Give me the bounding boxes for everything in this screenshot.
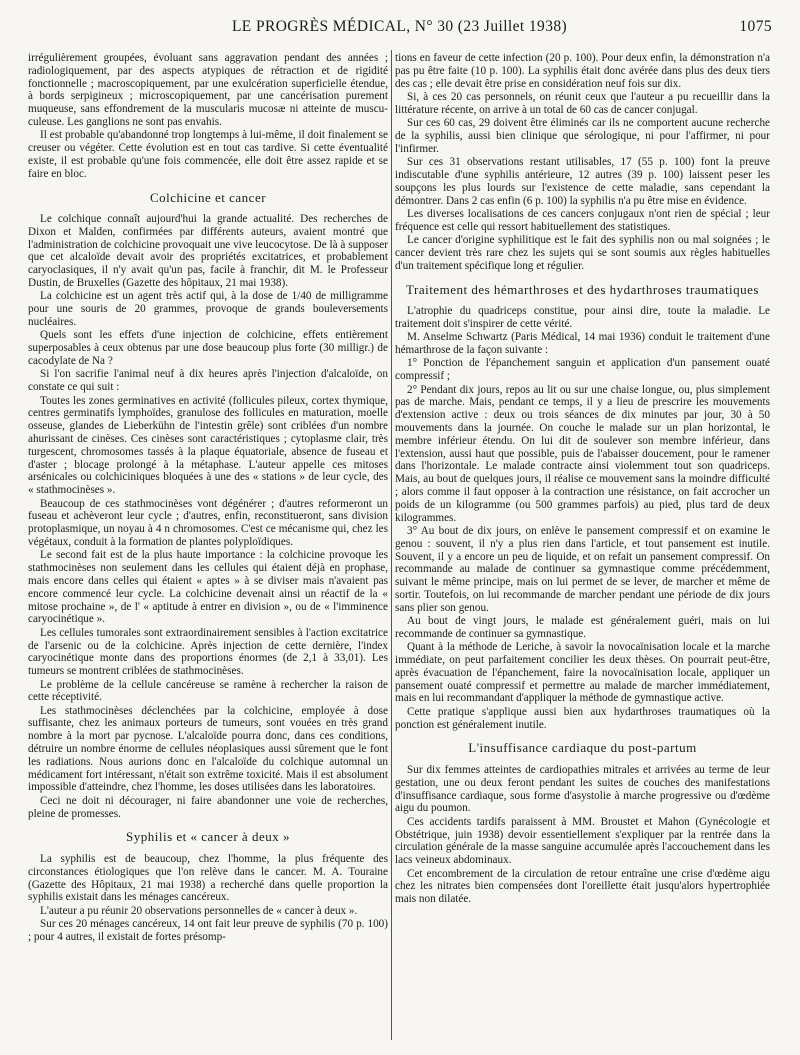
paragraph: Si l'on sacrifie l'animal neuf à dix heures après l'injection d'alcaloïde, on constate ce qui suit : [28, 368, 388, 394]
paragraph: Le problème de la cellule cancéreuse se ramène à rechercher la raison de cette réceptivité. [28, 678, 388, 704]
running-head [27, 18, 772, 44]
journal-header: LE PROGRÈS MÉDICAL, N° 30 (23 Juillet 1938) [231, 18, 568, 35]
section-heading-insuffisance: L'insuffisance cardiaque du post-partum [468, 740, 697, 756]
paragraph: Ces accidents tardifs paraissent à MM. Broustet et Mahon (Gynécologie et Obstétrique, juin 1938) devoir essentiellement s'expliquer par la rentrée dans la circulation générale de la masse sanguine accumulée après l'accouchement dans les lacs veineux abdominaux. [395, 815, 770, 867]
paragraph: Quels sont les effets d'une injection de colchicine, effets entièrement superposables à ceux obtenus par une dose beaucoup plus forte (30 milligr.) de cacodylate de Na ? [28, 329, 388, 368]
section-heading-hemarthroses: Traitement des hémarthroses et des hydarthroses traumatiques [406, 281, 759, 297]
paragraph: Le second fait est de la plus haute importance : la colchicine provoque les stathmocinèses non seulement dans les cellules qui étaient déjà en prophase, mais encore dans celles qui étaient « aptes » à se diviser mais n'avaient pas encore commencé leur cycle. La colchicine devenait ainsi un réactif de la « mitose prochaine », de l' « aptitude à entrer en division », ou de « l'imminence caryocinétique ». [28, 549, 388, 626]
paragraph: Le colchique connaît aujourd'hui la grande actualité. Des recherches de Dixon et Malden, confirmées par différents auteurs, avaient montré que l'administration de colchicine provoquait une vive leucocytose. De là à supposer que cet alcaloïde devait avoir des propriétés excitatrices, et probablement caryoclasiques, il n'y avait qu'un pas, facile à franchir, dit M. le Professeur Dustin, de Bruxelles (Gazette des hôpitaux, 21 mai 1938). [28, 213, 388, 290]
paragraph: Il est probable qu'abandonné trop longtemps à lui-même, il doit finalement se creuser ou végéter. Cette évolution est en tout cas tardive. Si cette éventualité existe, il est probable qu'une fois commencée, elle doit être assez rapide et se faire en bloc. [28, 129, 388, 180]
paragraph: M. Anselme Schwartz (Paris Médical, 14 mai 1936) conduit le traitement d'une hémarthrose de la façon suivante : [395, 331, 770, 356]
paragraph: Sur ces 60 cas, 29 doivent être éliminés car ils ne comportent aucune recherche de la syphilis, aussi bien clinique que sérologique, ni pour l'affirmer, ni pour l'infirmer. [395, 117, 770, 155]
paragraph: irrégulièrement groupées, évoluant sans aggravation pendant des années ; radiologiquement, par des aspects atypiques de rétraction et de rigidité fonctionnelle ; macroscopiquement, par une exulcération superficielle étendue, à bords serpigineux ; microscopiquement, par une cancérisation purement muqueuse, sans effondrement de la muscularis mucosæ ni atteinte de muscu-culeuse. Les ganglions ne sont pas envahis. [28, 52, 388, 128]
paragraph: Au bout de vingt jours, le malade est généralement guéri, mais on lui recommande de continuer sa gymnastique. [395, 615, 770, 640]
section-heading-colchicine: Colchicine et cancer [149, 189, 267, 205]
paragraph: Sur ces 31 observations restant utilisables, 17 (55 p. 100) font la preuve indiscutable d'une syphilis antérieure, 12 autres (39 p. 100) laissent peser les soupçons les plus lourds sur l'existence de cette maladie, sans cependant la démontrer. Dans 2 cas enfin (6 p. 100) la syphilis n'a pu être mise en évidence. [395, 156, 770, 207]
paragraph: La colchicine est un agent très actif qui, à la dose de 1/40 de milligramme pour une souris de 20 grammes, provoque de grands bouleversements nucléaires. [28, 290, 388, 329]
paragraph: Cette pratique s'applique aussi bien aux hydarthroses traumatiques où la ponction est généralement inutile. [395, 705, 770, 731]
paragraph: Le cancer d'origine syphilitique est le fait des syphilis non ou mal soignées ; le cancer devient très rare chez les sujets qui se sont soumis aux règles habituelles d'un traitement spécifique long et régulier. [395, 234, 770, 272]
paragraph: tions en faveur de cette infection (20 p. 100). Pour deux enfin, la démonstration n'a pas pu être faite (10 p. 100). La syphilis était donc avérée dans plus des deux tiers des cas ; elle devait être prise en considération neuf fois sur dix. [395, 52, 770, 90]
paragraph: L'auteur a pu réunir 20 observations personnelles de « cancer à deux ». [40, 904, 358, 917]
paragraph: Quant à la méthode de Leriche, à savoir la novocaïnisation locale et la marche immédiate, on peut parfaitement concilier les deux thèses. On pourrait peut-être, après évacuation de l'épanchement, faire la novocaïnisation locale, appliquer un pansement ouaté compressif et permettre au malade de marcher immédiatement, mais en lui recommandant d'appliquer la méthode de gymnastique active. [395, 641, 770, 705]
column-rule [391, 50, 392, 1040]
paragraph: Cet encombrement de la circulation de retour entraîne une crise d'œdème aigu chez les nitrates bien compensées dont l'oreillette était jusqu'alors hypertrophiée mais non dilatée. [395, 867, 770, 906]
paragraph: 3° Au bout de dix jours, on enlève le pansement compressif et on examine le genou : souvent, il n'y a plus rien dans l'article, et tout pansement est inutile. Souvent, il y a encore un peu de liquide, et on refait un pansement compressif. On recommande au malade de continuer sa gymnastique comme précédemment, suivant le même principe, mais on lui permet de se lever, de marcher et même de sortir. Toutefois, on lui recommande de marcher pendant une période de dix jours sans plier son genou. [395, 524, 770, 614]
paragraph: Sur dix femmes atteintes de cardiopathies mitrales et arrivées au terme de leur gestation, une ou deux feront pendant les suites de couches des manifestations d'insuffisance cardiaque, sous forme d'asystolie à marche progressive ou d'œdème aigu du poumon. [395, 763, 770, 815]
right-column [395, 52, 770, 1042]
section-heading-syphilis: Syphilis et « cancer à deux » [126, 829, 290, 845]
paragraph: Si, à ces 20 cas personnels, on réunit ceux que l'auteur a pu recueillir dans la littérature récente, on arrive à un total de 60 cas de cancer conjugal. [395, 90, 770, 116]
paragraph: L'atrophie du quadriceps constitue, pour ainsi dire, toute la maladie. Le traitement doit s'inspirer de cette vérité. [395, 305, 770, 330]
paragraph: Les cellules tumorales sont extraordinairement sensibles à l'action excitatrice de l'arsenic ou de la colchicine. Après injection de cette dernière, l'index caryocinétique monte dans des proportions énormes (de 2,1 à 33,01). Les tumeurs se montrent criblées de stathmocinèses. [28, 626, 388, 678]
paragraph: Les diverses localisations de ces cancers conjugaux n'ont rien de spécial ; leur fréquence est celle qui ressort habituellement des statistiques. [395, 207, 770, 233]
paragraph: Ceci ne doit ni décourager, ni faire abandonner une voie de recherches, pleine de promesses. [28, 794, 388, 820]
page-number: 1075 [739, 18, 772, 35]
paragraph: La syphilis est de beaucoup, chez l'homme, la plus fréquente des circonstances étiologiques que l'on relève dans le cancer. M. A. Touraine (Gazette des Hôpitaux, 21 mai 1938) a recherché dans quelle proportion la syphilis existait dans les ménages cancéreux. [28, 852, 388, 904]
paragraph: Les stathmocinèses déclenchées par la colchicine, employée à dose suffisante, chez les animaux porteurs de tumeurs, sont vouées en très grand nombre à la mort par pycnose. L'alcaloïde pourra donc, dans ces conditions, détruire un nombre énorme de cellules néoplasiques aussi sûrement que le font les radiations. Nous aurions donc en l'alcaloïde du colchique automnal un médicament fort intéressant, n'était son extrême toxicité. Mais il est absolument impossible d'atteindre, chez l'homme, les doses utilisées dans les laboratoires. [28, 704, 388, 794]
paragraph: Beaucoup de ces stathmocinèses vont dégénérer ; d'autres reformeront un fuseau et achèveront leur cycle ; d'autres, enfin, reconstitueront, sans division protoplasmique, un noyau à 4 n chromosomes. C'est ce mécanisme qui, chez les végétaux, conduit à la formation de plantes polyploïdiques. [28, 497, 388, 548]
paragraph: Sur ces 20 ménages cancéreux, 14 ont fait leur preuve de syphilis (70 p. 100) ; pour 4 autres, il existait de fortes présomp- [28, 918, 388, 943]
paragraph: Toutes les zones germinatives en activité (follicules pileux, cortex thymique, centres germinatifs lymphoïdes, granulose des follicules en maturation, moelle osseuse, glandes de Lieberkühn de l'intestin grêle) sont criblées d'un nombre ahurissant de cinèses. Ces cinèses sont caractéristiques ; cytoplasme clair, très turgescent, chromosomes tassés à la plaque équatoriale, absence de fuseau et d'aster ; blocage prolongé à la métaphase. L'auteur appelle ces mitoses arsénicales ou colchiciniques bloquées à une des « stations » de leur cycle, des « stathmocinèses ». [28, 394, 388, 497]
paragraph: 1° Ponction de l'épanchement sanguin et application d'un pansement ouaté compressif ; [395, 357, 770, 383]
paragraph: 2° Pendant dix jours, repos au lit ou sur une chaise longue, ou, plus simplement pas de marche. Mais, pendant ce temps, il y a lieu de prescrire les mouvements d'extension active : deux ou trois séances de dix minutes par jour, 30 à 50 mouvements dans la journée. On couche le malade sur un plan horizontal, le membre inférieur étendu. On lui dit de soulever son membre inférieur, dans l'extension, aussi haut que possible, puis de l'abaisser doucement, pour le ramener dans l'horizontale. Le malade contracte ainsi violemment tout son quadriceps. Mais, au bout de quelques jours, il réalise ce mouvement sans la moindre difficulté ; alors comme il faut opposer à la contraction une résistance, on fait accrocher un poids de un kilogramme (ou 500 grammes parfois) au pied, plus tard de deux kilogrammes. [395, 383, 770, 524]
left-column [28, 52, 388, 1042]
